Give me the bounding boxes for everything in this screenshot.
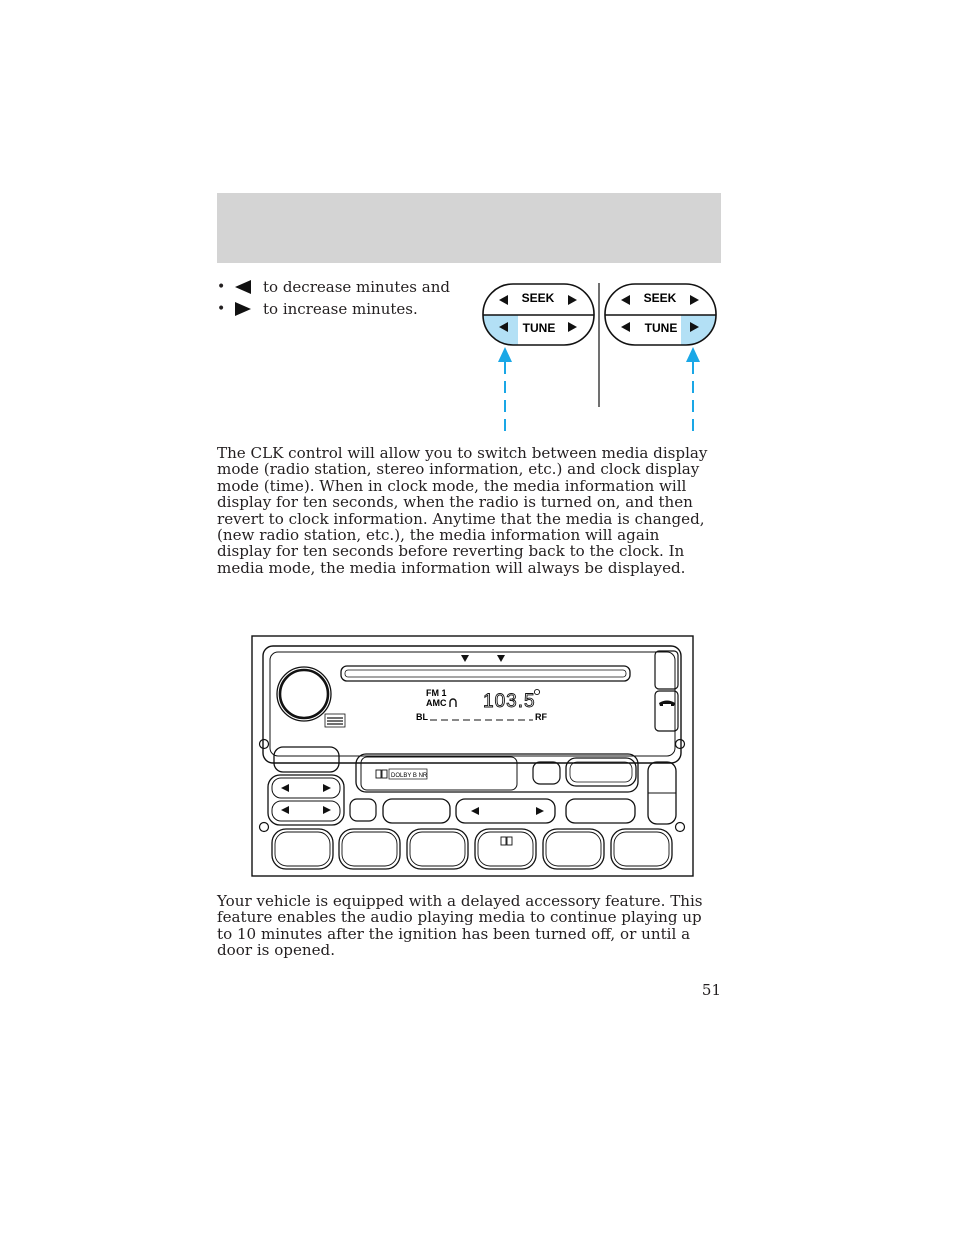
dolby-label: DOLBY B NR <box>391 773 428 779</box>
seek-label: SEEK <box>521 291 555 305</box>
seek-left-arrow-icon <box>499 295 508 305</box>
band-readout: FM 1 <box>426 688 447 698</box>
bullet-increase <box>217 298 457 320</box>
tune-left-arrow-icon <box>621 322 630 332</box>
pointer-arrow-left <box>498 347 512 438</box>
bullet-text: to increase minutes. <box>263 300 418 318</box>
bullet-list <box>217 276 457 320</box>
bullet-dot: • <box>217 301 226 317</box>
delayed-accessory-paragraph: Your vehicle is equipped with a delayed accessory feature. This feature enables the audio playing media to continue playing up to 10 minutes after the ignition has been turned off, or until a door is opened. <box>217 892 703 960</box>
pointer-arrow-right <box>686 347 700 438</box>
tune-label: TUNE <box>522 321 556 335</box>
seek-right-arrow-icon <box>568 295 577 305</box>
radio-faceplate-illustration <box>250 634 696 880</box>
bullet-text: to decrease minutes and <box>263 278 450 296</box>
clk-paragraph: The CLK control will allow you to switch between media display mode (radio station, stereo information, etc.) and clock display mode (time). When in clock mode, the media information will display for ten seconds, when the radio is turned on, and then revert to clock information. Anytime that the media is changed, (new radio station, etc.), the media information will again display for ten seconds before reverting back to the clock. In media mode, the media information will always be displayed. <box>217 444 708 577</box>
tune-right-highlight <box>681 315 716 345</box>
tune-left-highlight <box>483 315 518 345</box>
balance-left-readout: BL <box>416 712 428 722</box>
amc-readout: AMC <box>426 698 447 708</box>
seek-tune-control-left <box>483 284 594 345</box>
tune-right-arrow-icon <box>568 322 577 332</box>
seek-tune-illustration <box>478 280 723 440</box>
dolby-logo-icon <box>501 837 506 845</box>
bullet-decrease <box>217 276 457 298</box>
bullet-dot: • <box>217 279 226 295</box>
seek-tune-control-right <box>605 284 716 345</box>
left-triangle-icon <box>233 276 263 298</box>
right-triangle-icon <box>233 298 263 320</box>
frequency-readout: 103.5 <box>483 691 536 712</box>
seek-left-arrow-icon <box>621 295 630 305</box>
page-number: 51 <box>701 981 721 999</box>
compact-disc-logo <box>325 714 345 727</box>
balance-right-readout: RF <box>535 712 547 722</box>
section-header-bar <box>217 193 721 263</box>
seek-label: SEEK <box>643 291 677 305</box>
seek-right-arrow-icon <box>690 295 699 305</box>
tune-label: TUNE <box>644 321 678 335</box>
